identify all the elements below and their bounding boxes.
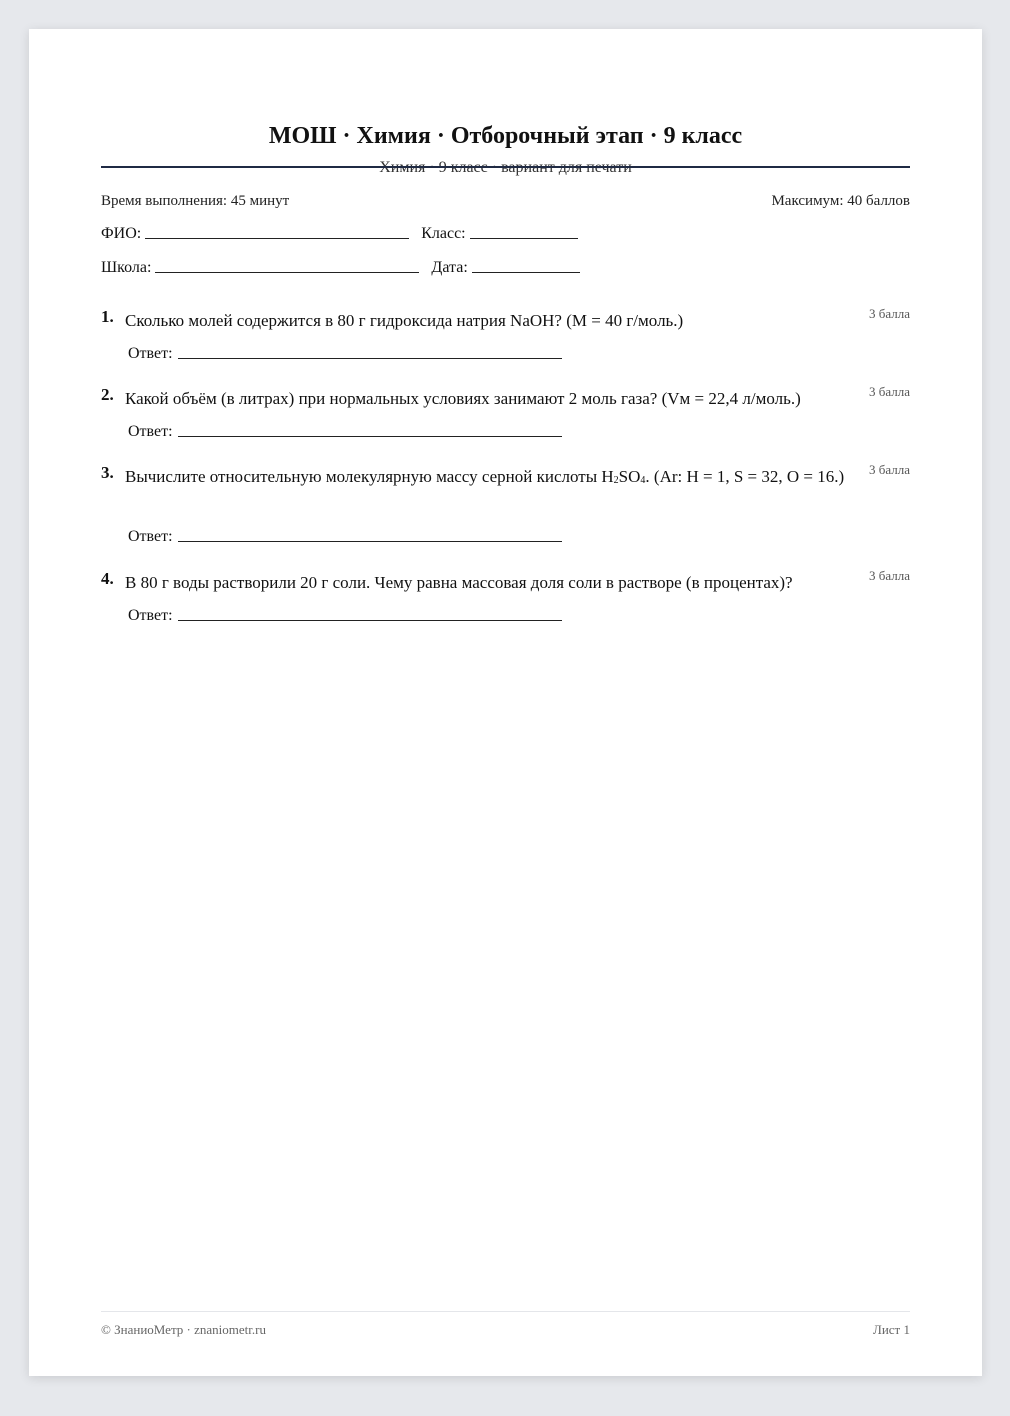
answer-label: Ответ:: [128, 423, 173, 440]
school-field[interactable]: [155, 272, 419, 273]
question-number: 4.: [101, 569, 114, 588]
answer-field[interactable]: [178, 358, 562, 359]
question-number: 3.: [101, 463, 114, 482]
answer-label: Ответ:: [128, 528, 173, 545]
page-title: МОШ · Химия · Отборочный этап · 9 класс: [268, 123, 743, 149]
answer-field[interactable]: [178, 436, 562, 437]
date-field[interactable]: [472, 272, 580, 273]
question-text: В 80 г воды растворили 20 г соли. Чему равна массовая доля соли в растворе (в процентах)?: [125, 573, 793, 592]
worksheet-page: [29, 29, 982, 1376]
class-label: Класс:: [421, 225, 466, 242]
question-points: 3 балла: [869, 462, 910, 477]
name-label: ФИО:: [101, 225, 142, 242]
answer-row: [128, 607, 574, 625]
answer-row: [128, 423, 574, 441]
question-text: Сколько молей содержится в 80 г гидроксида натрия NaOH? (M = 40 г/моль.): [125, 311, 684, 330]
answer-label: Ответ:: [128, 345, 173, 362]
question-number: 1.: [101, 307, 114, 326]
date-label: Дата:: [431, 259, 468, 276]
question-number: 2.: [101, 385, 114, 404]
school-label: Школа:: [101, 259, 152, 276]
time-limit: Время выполнения: 45 минут: [101, 193, 290, 209]
question-text: Какой объём (в литрах) при нормальных условиях занимают 2 моль газа? (Vм = 22,4 л/моль.): [125, 389, 801, 408]
school-date-row: [101, 259, 592, 277]
page-subtitle: [29, 159, 982, 177]
footer-divider: [101, 1311, 910, 1312]
answer-label: Ответ:: [128, 607, 173, 624]
answer-row: [128, 345, 574, 363]
header-divider: [101, 166, 910, 168]
answer-field[interactable]: [178, 541, 562, 542]
name-class-row: [101, 225, 590, 243]
footer-copyright: © ЗнаниоМетр · znaniometr.ru: [101, 1322, 266, 1337]
answer-row: [128, 528, 574, 546]
class-field[interactable]: [470, 238, 578, 239]
question-text: Вычислите относительную молекулярную массу серной кислоты $H_2SO_4$. (Ar: H = 1, S = 32, O = 16.): [125, 467, 845, 486]
footer-page-number: Лист 1: [873, 1322, 910, 1337]
question-points: 3 балла: [869, 568, 910, 583]
name-field[interactable]: [145, 238, 409, 239]
question-points: 3 балла: [869, 306, 910, 321]
question-points: 3 балла: [869, 384, 910, 399]
answer-field[interactable]: [178, 620, 562, 621]
max-score: Максимум: 40 баллов: [771, 193, 910, 209]
